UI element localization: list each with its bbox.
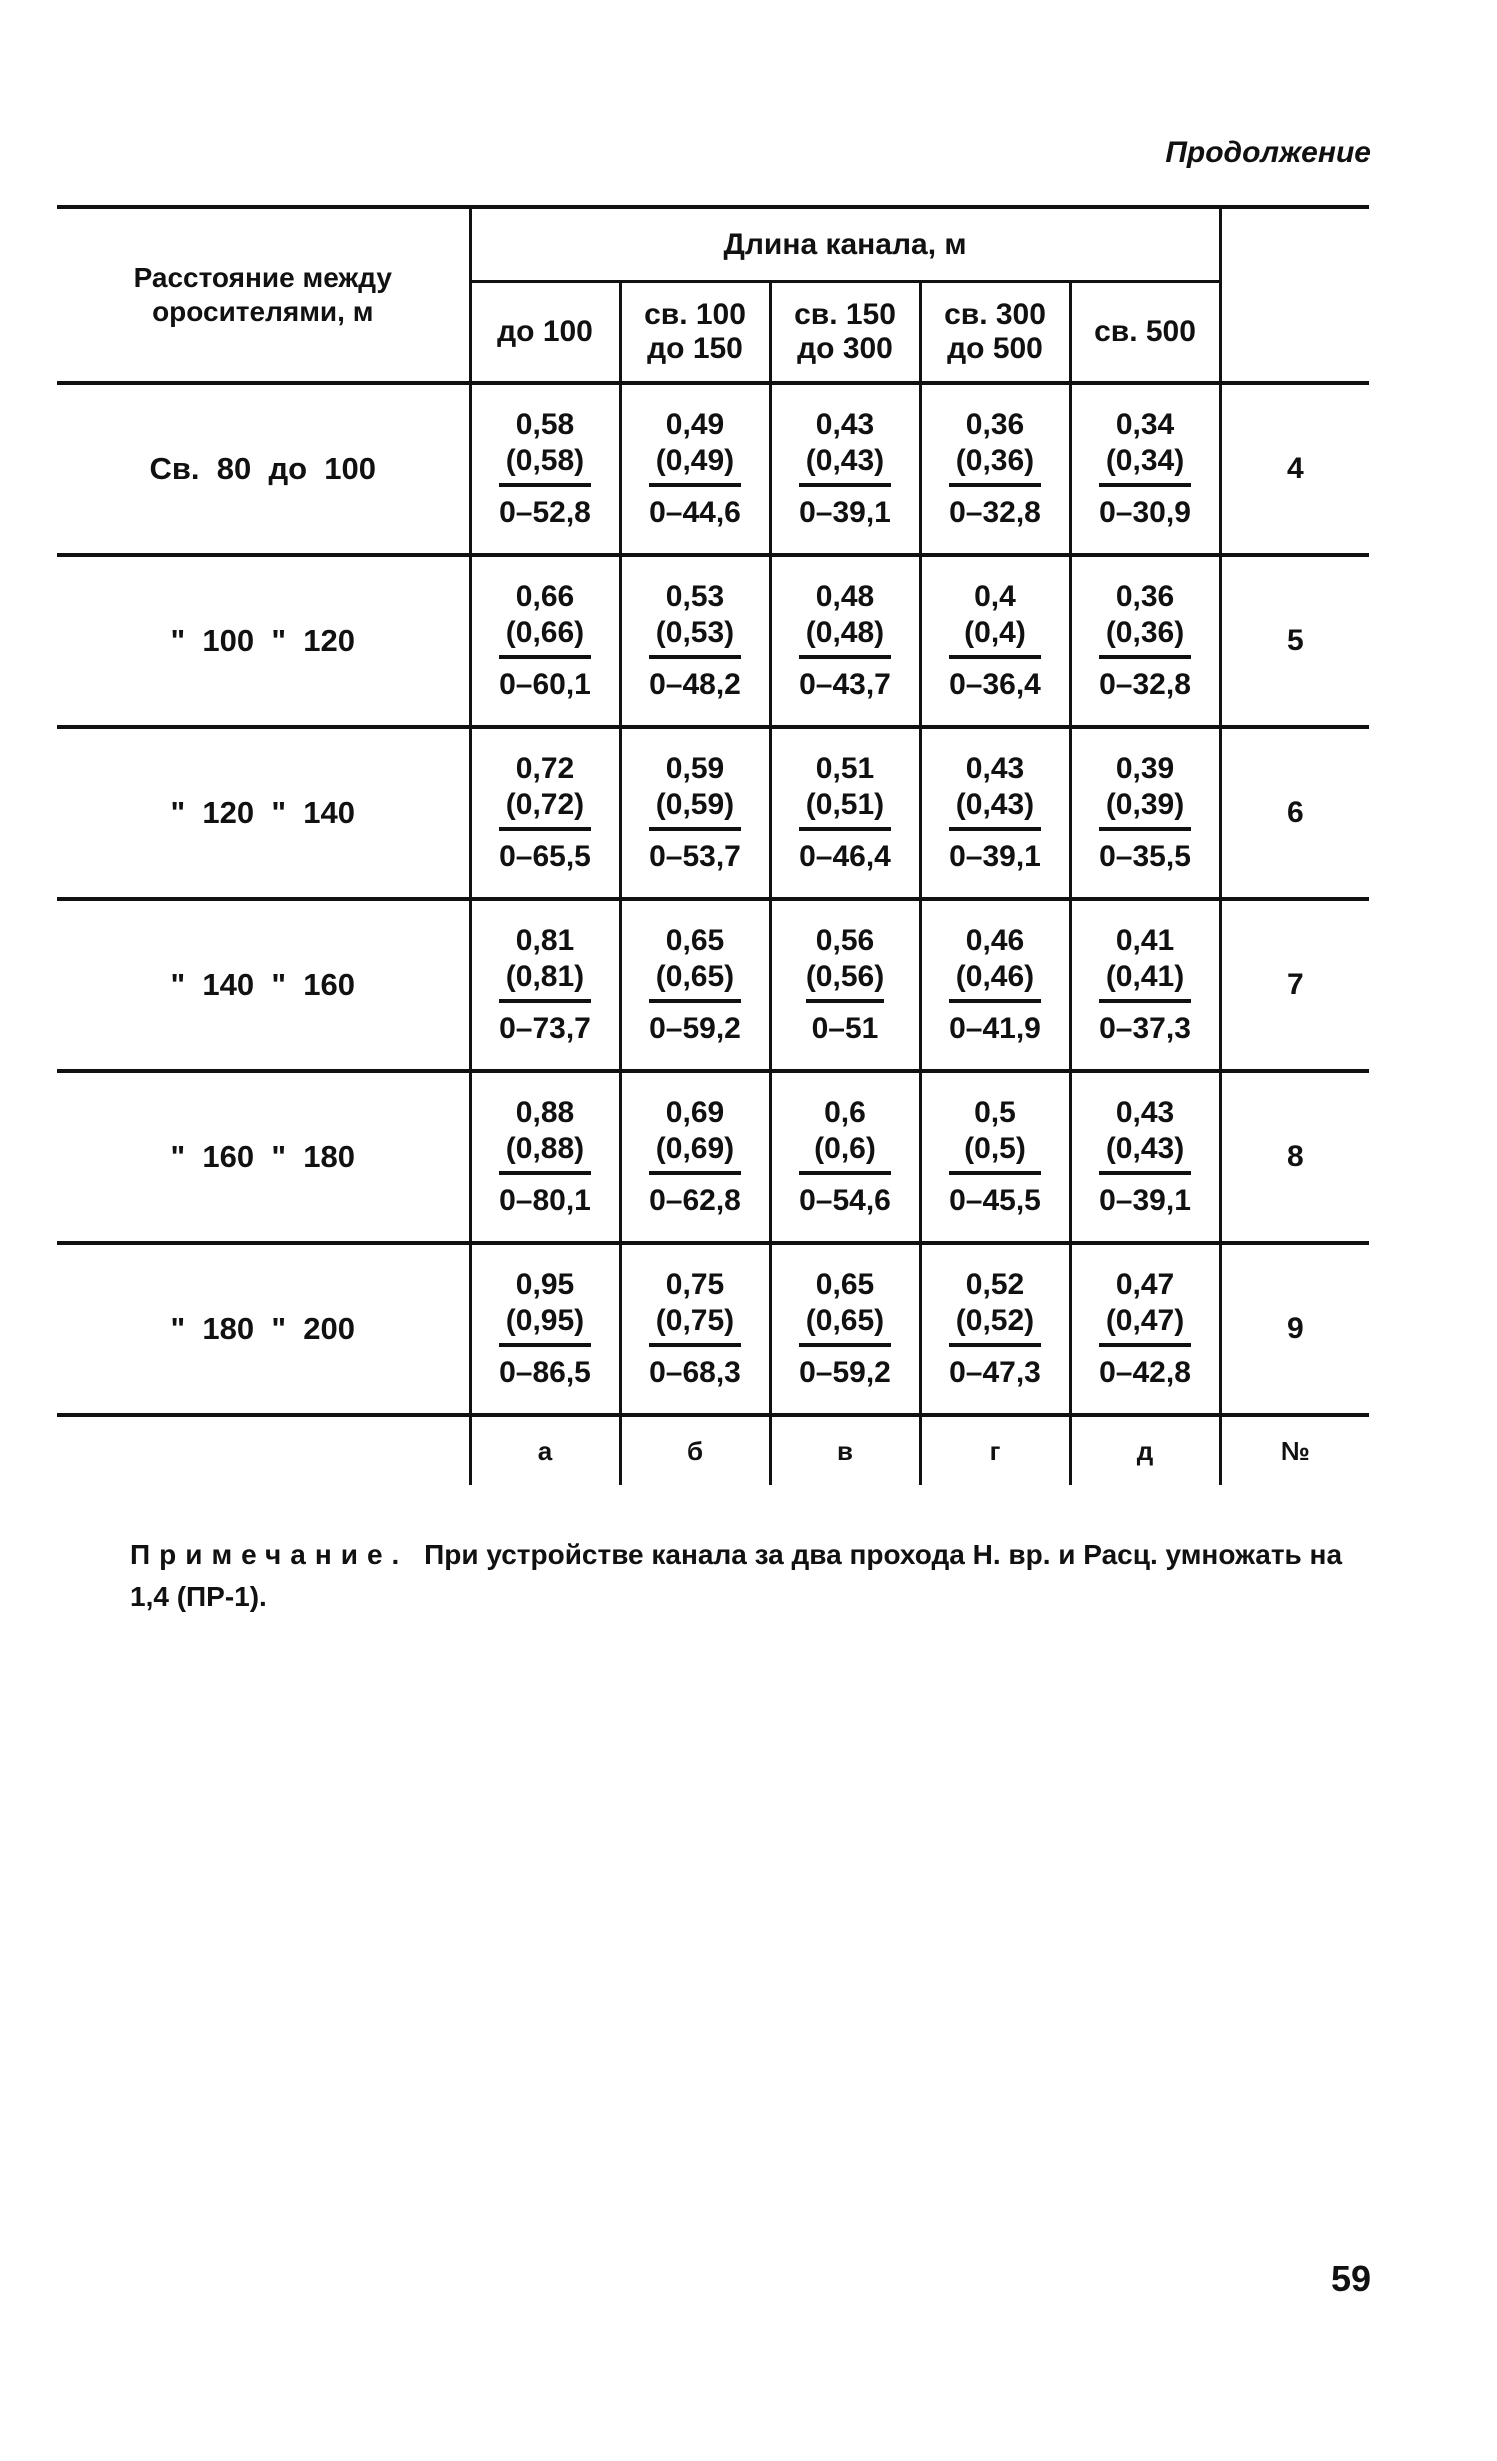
time-alt-value: (0,52) [949,1303,1041,1347]
time-alt-value: (0,88) [499,1131,591,1175]
norm-cell [1070,1071,1220,1243]
distance-cell: Св. 80 до 100 [149,451,377,486]
norm-value [799,579,891,703]
rate-value: 0–60,1 [499,668,591,701]
rate-value: 0–59,2 [649,1012,741,1045]
num-label: № [1220,1415,1369,1485]
time-alt-value: (0,75) [649,1303,741,1347]
norm-cell [1070,555,1220,727]
norm-value [1099,923,1191,1047]
rate-value: 0–39,1 [949,840,1041,873]
note-text: При устройстве канала за два прохода Н. вр. и Расц. умножать на 1,4 (ПР-1). [130,1539,1343,1612]
norm-value [499,579,591,703]
column-letter: в [770,1415,920,1485]
rate-value: 0–51 [811,1012,879,1045]
rate-value: 0–54,6 [799,1184,891,1217]
column-letter: а [470,1415,620,1485]
norm-value [799,1095,891,1219]
rate-value: 0–46,4 [799,840,891,873]
norm-value [1099,751,1191,875]
row-number: 9 [1220,1243,1369,1415]
rate-value: 0–37,3 [1099,1012,1191,1045]
time-value: 0,48 [815,580,875,613]
time-alt-value: (0,49) [649,443,741,487]
time-value: 0,65 [815,1268,875,1301]
norm-cell [920,899,1070,1071]
norm-value [799,407,891,531]
norm-value [1099,1095,1191,1219]
time-value: 0,36 [1115,580,1175,613]
norm-cell [920,1071,1070,1243]
distance-cell: " 180 " 200 [170,1311,356,1346]
norm-value [649,751,741,875]
length-col-header [770,282,920,384]
length-col-line2: до 500 [947,332,1043,365]
norm-value [799,1267,891,1391]
norm-value [649,579,741,703]
rate-value: 0–32,8 [949,496,1041,529]
norm-cell [470,899,620,1071]
table-note [130,1534,1375,1618]
table-row [57,1243,1369,1415]
time-value: 0,46 [965,924,1025,957]
rate-value: 0–36,4 [949,668,1041,701]
row-number: 6 [1220,727,1369,899]
time-value: 0,81 [515,924,575,957]
table-body [57,383,1369,1485]
time-value: 0,39 [1115,752,1175,785]
row-number: 7 [1220,899,1369,1071]
time-value: 0,43 [815,408,875,441]
distance-header: Расстояние между оросителями, м [57,207,470,383]
rate-value: 0–41,9 [949,1012,1041,1045]
time-value: 0,95 [515,1268,575,1301]
rate-value: 0–45,5 [949,1184,1041,1217]
length-col-line2: до 150 [647,332,743,365]
norm-cell [1070,1243,1220,1415]
time-alt-value: (0,65) [799,1303,891,1347]
time-value: 0,69 [665,1096,725,1129]
length-col-line2: до 300 [797,332,893,365]
norm-cell [620,1071,770,1243]
length-col-line1: св. 500 [1094,315,1196,348]
rate-value: 0–35,5 [1099,840,1191,873]
norm-value [949,1267,1041,1391]
rate-value: 0–86,5 [499,1356,591,1389]
time-value: 0,58 [515,408,575,441]
norm-cell [770,383,920,555]
row-number: 5 [1220,555,1369,727]
norm-cell [620,383,770,555]
time-alt-value: (0,53) [649,615,741,659]
time-alt-value: (0,72) [499,787,591,831]
rate-value: 0–48,2 [649,668,741,701]
time-alt-value: (0,43) [1099,1131,1191,1175]
time-value: 0,47 [1115,1268,1175,1301]
norm-cell [470,555,620,727]
norm-cell [770,727,920,899]
continued-label: Продолжение [1165,136,1371,169]
time-alt-value: (0,59) [649,787,741,831]
norm-value [649,923,741,1047]
length-col-header [1070,282,1220,384]
norm-value [799,751,891,875]
time-alt-value: (0,95) [499,1303,591,1347]
distance-cell: " 120 " 140 [170,795,356,830]
rate-value: 0–39,1 [1099,1184,1191,1217]
norm-value [649,1267,741,1391]
time-alt-value: (0,43) [949,787,1041,831]
norm-cell [770,899,920,1071]
norm-value [499,1095,591,1219]
length-col-header [920,282,1070,384]
norm-cell [770,1243,920,1415]
rate-value: 0–52,8 [499,496,591,529]
rate-value: 0–47,3 [949,1356,1041,1389]
rate-value: 0–73,7 [499,1012,591,1045]
norm-cell [620,555,770,727]
rate-value: 0–32,8 [1099,668,1191,701]
column-letter: г [920,1415,1070,1485]
time-alt-value: (0,47) [1099,1303,1191,1347]
time-alt-value: (0,34) [1099,443,1191,487]
norm-value [499,923,591,1047]
column-letter: б [620,1415,770,1485]
rate-value: 0–39,1 [799,496,891,529]
norm-value [1099,407,1191,531]
rate-value: 0–62,8 [649,1184,741,1217]
time-value: 0,51 [815,752,875,785]
length-col-line1: св. 100 [644,298,746,331]
time-alt-value: (0,69) [649,1131,741,1175]
time-value: 0,65 [665,924,725,957]
norm-value [649,1095,741,1219]
distance-cell: " 160 " 180 [170,1139,356,1174]
rate-value: 0–42,8 [1099,1356,1191,1389]
time-value: 0,41 [1115,924,1175,957]
time-value: 0,75 [665,1268,725,1301]
time-alt-value: (0,48) [799,615,891,659]
table-row [57,899,1369,1071]
time-value: 0,59 [665,752,725,785]
norm-cell [1070,727,1220,899]
time-alt-value: (0,5) [949,1131,1041,1175]
time-value: 0,56 [815,924,875,957]
page-number: 59 [1330,2258,1371,2299]
norm-cell [470,1071,620,1243]
time-alt-value: (0,65) [649,959,741,1003]
norm-cell [920,383,1070,555]
distance-cell: " 100 " 120 [170,623,356,658]
time-alt-value: (0,43) [799,443,891,487]
norm-value [499,407,591,531]
time-alt-value: (0,36) [1099,615,1191,659]
column-letter: д [1070,1415,1220,1485]
rate-value: 0–30,9 [1099,496,1191,529]
rate-value: 0–43,7 [799,668,891,701]
norms-table [57,205,1369,1485]
norm-value [806,923,884,1047]
length-col-line1: св. 150 [794,298,896,331]
rate-value: 0–44,6 [649,496,741,529]
norm-cell [620,727,770,899]
norm-cell [770,555,920,727]
norm-cell [470,383,620,555]
time-alt-value: (0,56) [806,959,884,1003]
norm-value [499,1267,591,1391]
norm-cell [470,727,620,899]
column-letter-row [57,1415,1369,1485]
norm-value [949,579,1041,703]
norm-cell [620,899,770,1071]
norm-cell [920,555,1070,727]
time-alt-value: (0,39) [1099,787,1191,831]
length-col-header [620,282,770,384]
norm-value [499,751,591,875]
row-number: 8 [1220,1071,1369,1243]
norm-cell [770,1071,920,1243]
time-value: 0,5 [974,1096,1016,1129]
norm-value [949,923,1041,1047]
time-alt-value: (0,36) [949,443,1041,487]
distance-cell: " 140 " 160 [170,967,356,1002]
rate-value: 0–68,3 [649,1356,741,1389]
time-value: 0,4 [974,580,1016,613]
norm-cell [920,1243,1070,1415]
norm-value [1099,1267,1191,1391]
norm-cell [470,1243,620,1415]
time-value: 0,49 [665,408,725,441]
time-alt-value: (0,46) [949,959,1041,1003]
time-value: 0,36 [965,408,1025,441]
time-alt-value: (0,41) [1099,959,1191,1003]
time-value: 0,34 [1115,408,1175,441]
time-alt-value: (0,81) [499,959,591,1003]
norm-value [949,407,1041,531]
time-value: 0,72 [515,752,575,785]
rate-value: 0–59,2 [799,1356,891,1389]
rate-value: 0–65,5 [499,840,591,873]
norm-value [949,1095,1041,1219]
time-value: 0,43 [1115,1096,1175,1129]
table-row [57,1071,1369,1243]
time-alt-value: (0,58) [499,443,591,487]
length-col-line1: до 100 [497,315,593,348]
time-value: 0,6 [824,1096,866,1129]
length-col-header [470,282,620,384]
norm-cell [620,1243,770,1415]
table-row [57,555,1369,727]
norm-cell [1070,383,1220,555]
time-value: 0,66 [515,580,575,613]
norm-value [949,751,1041,875]
time-alt-value: (0,4) [949,615,1041,659]
time-value: 0,43 [965,752,1025,785]
time-value: 0,88 [515,1096,575,1129]
time-alt-value: (0,66) [499,615,591,659]
norm-cell [1070,899,1220,1071]
letter-row-blank [57,1415,470,1485]
norm-cell [920,727,1070,899]
norm-value [1099,579,1191,703]
table-row [57,727,1369,899]
time-alt-value: (0,51) [799,787,891,831]
norm-value [649,407,741,531]
time-value: 0,53 [665,580,725,613]
length-header: Длина канала, м [470,207,1220,282]
num-header-blank [1220,207,1369,383]
rate-value: 0–53,7 [649,840,741,873]
time-value: 0,52 [965,1268,1025,1301]
table-row [57,383,1369,555]
rate-value: 0–80,1 [499,1184,591,1217]
length-col-line1: св. 300 [944,298,1046,331]
time-alt-value: (0,6) [799,1131,891,1175]
row-number: 4 [1220,383,1369,555]
note-label: Примечание. [130,1539,409,1570]
